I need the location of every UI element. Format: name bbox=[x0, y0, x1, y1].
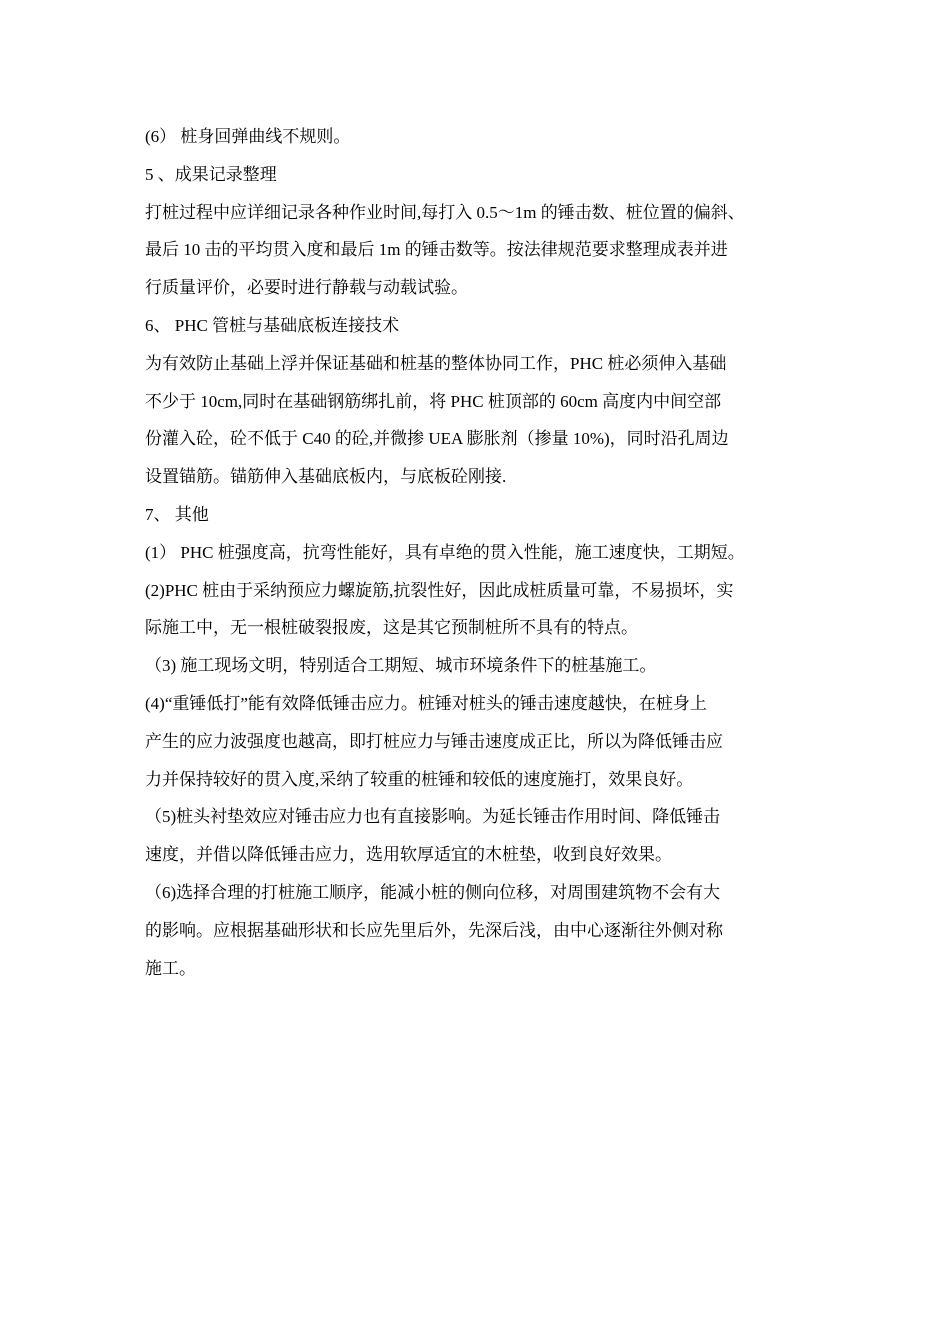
section-heading: 7、 其他 bbox=[145, 504, 209, 524]
text-line: 打桩过程中应详细记录各种作业时间,每打入 0.5～1m 的锤击数、桩位置的偏斜、 bbox=[145, 202, 745, 222]
text-line: 际施工中，无一根桩破裂报废，这是其它预制桩所不具有的特点。 bbox=[145, 618, 638, 638]
text-line: 份灌入砼，砼不低于 C40 的砼,并微掺 UEA 膨胀剂（掺量 10%)，同时沿孔周边 bbox=[145, 429, 729, 449]
section-heading: 6、 PHC 管桩与基础底板连接技术 bbox=[145, 315, 400, 335]
text-line: （5)桩头衬垫效应对锤击应力也有直接影响。为延长锤击作用时间、降低锤击 bbox=[145, 807, 721, 827]
text-line: (6） 桩身回弹曲线不规则。 bbox=[145, 127, 351, 146]
text-line: 为有效防止基础上浮并保证基础和桩基的整体协同工作，PHC 桩必须伸入基础 bbox=[145, 353, 727, 373]
document-body bbox=[145, 118, 835, 987]
text-line: 施工。 bbox=[145, 958, 196, 978]
text-line: 力并保持较好的贯入度,采纳了较重的桩锤和较低的速度施打，效果良好。 bbox=[145, 769, 694, 789]
text-line: 行质量评价，必要时进行静载与动载试验。 bbox=[145, 278, 468, 298]
text-line: (2)PHC 桩由于采纳预应力螺旋筋,抗裂性好，因此成桩质量可靠，不易损坏，实 bbox=[145, 580, 734, 600]
text-line: 设置锚筋。锚筋伸入基础底板内，与底板砼刚接. bbox=[145, 467, 507, 487]
text-line: 产生的应力波强度也越高，即打桩应力与锤击速度成正比，所以为降低锤击应 bbox=[145, 731, 723, 751]
text-line: 的影响。应根据基础形状和长应先里后外，先深后浅，由中心逐渐往外侧对称 bbox=[145, 920, 723, 940]
text-line: 最后 10 击的平均贯入度和最后 1m 的锤击数等。按法律规范要求整理成表并进 bbox=[145, 240, 728, 260]
text-line: 不少于 10cm,同时在基础钢筋绑扎前，将 PHC 桩顶部的 60cm 高度内中间空部 bbox=[145, 391, 722, 411]
text-line: （6)选择合理的打桩施工顺序，能减小桩的侧向位移，对周围建筑物不会有大 bbox=[145, 882, 721, 902]
text-line: (1） PHC 桩强度高，抗弯性能好，具有卓绝的贯入性能，施工速度快，工期短。 bbox=[145, 542, 745, 562]
text-line: （3) 施工现场文明，特别适合工期短、城市环境条件下的桩基施工。 bbox=[145, 656, 657, 676]
text-line: 速度，并借以降低锤击应力，选用软厚适宜的木桩垫，收到良好效果。 bbox=[145, 845, 672, 865]
section-heading: 5 、成果记录整理 bbox=[145, 164, 277, 184]
text-line: (4)“重锤低打”能有效降低锤击应力。桩锤对桩头的锤击速度越快，在桩身上 bbox=[145, 693, 707, 713]
